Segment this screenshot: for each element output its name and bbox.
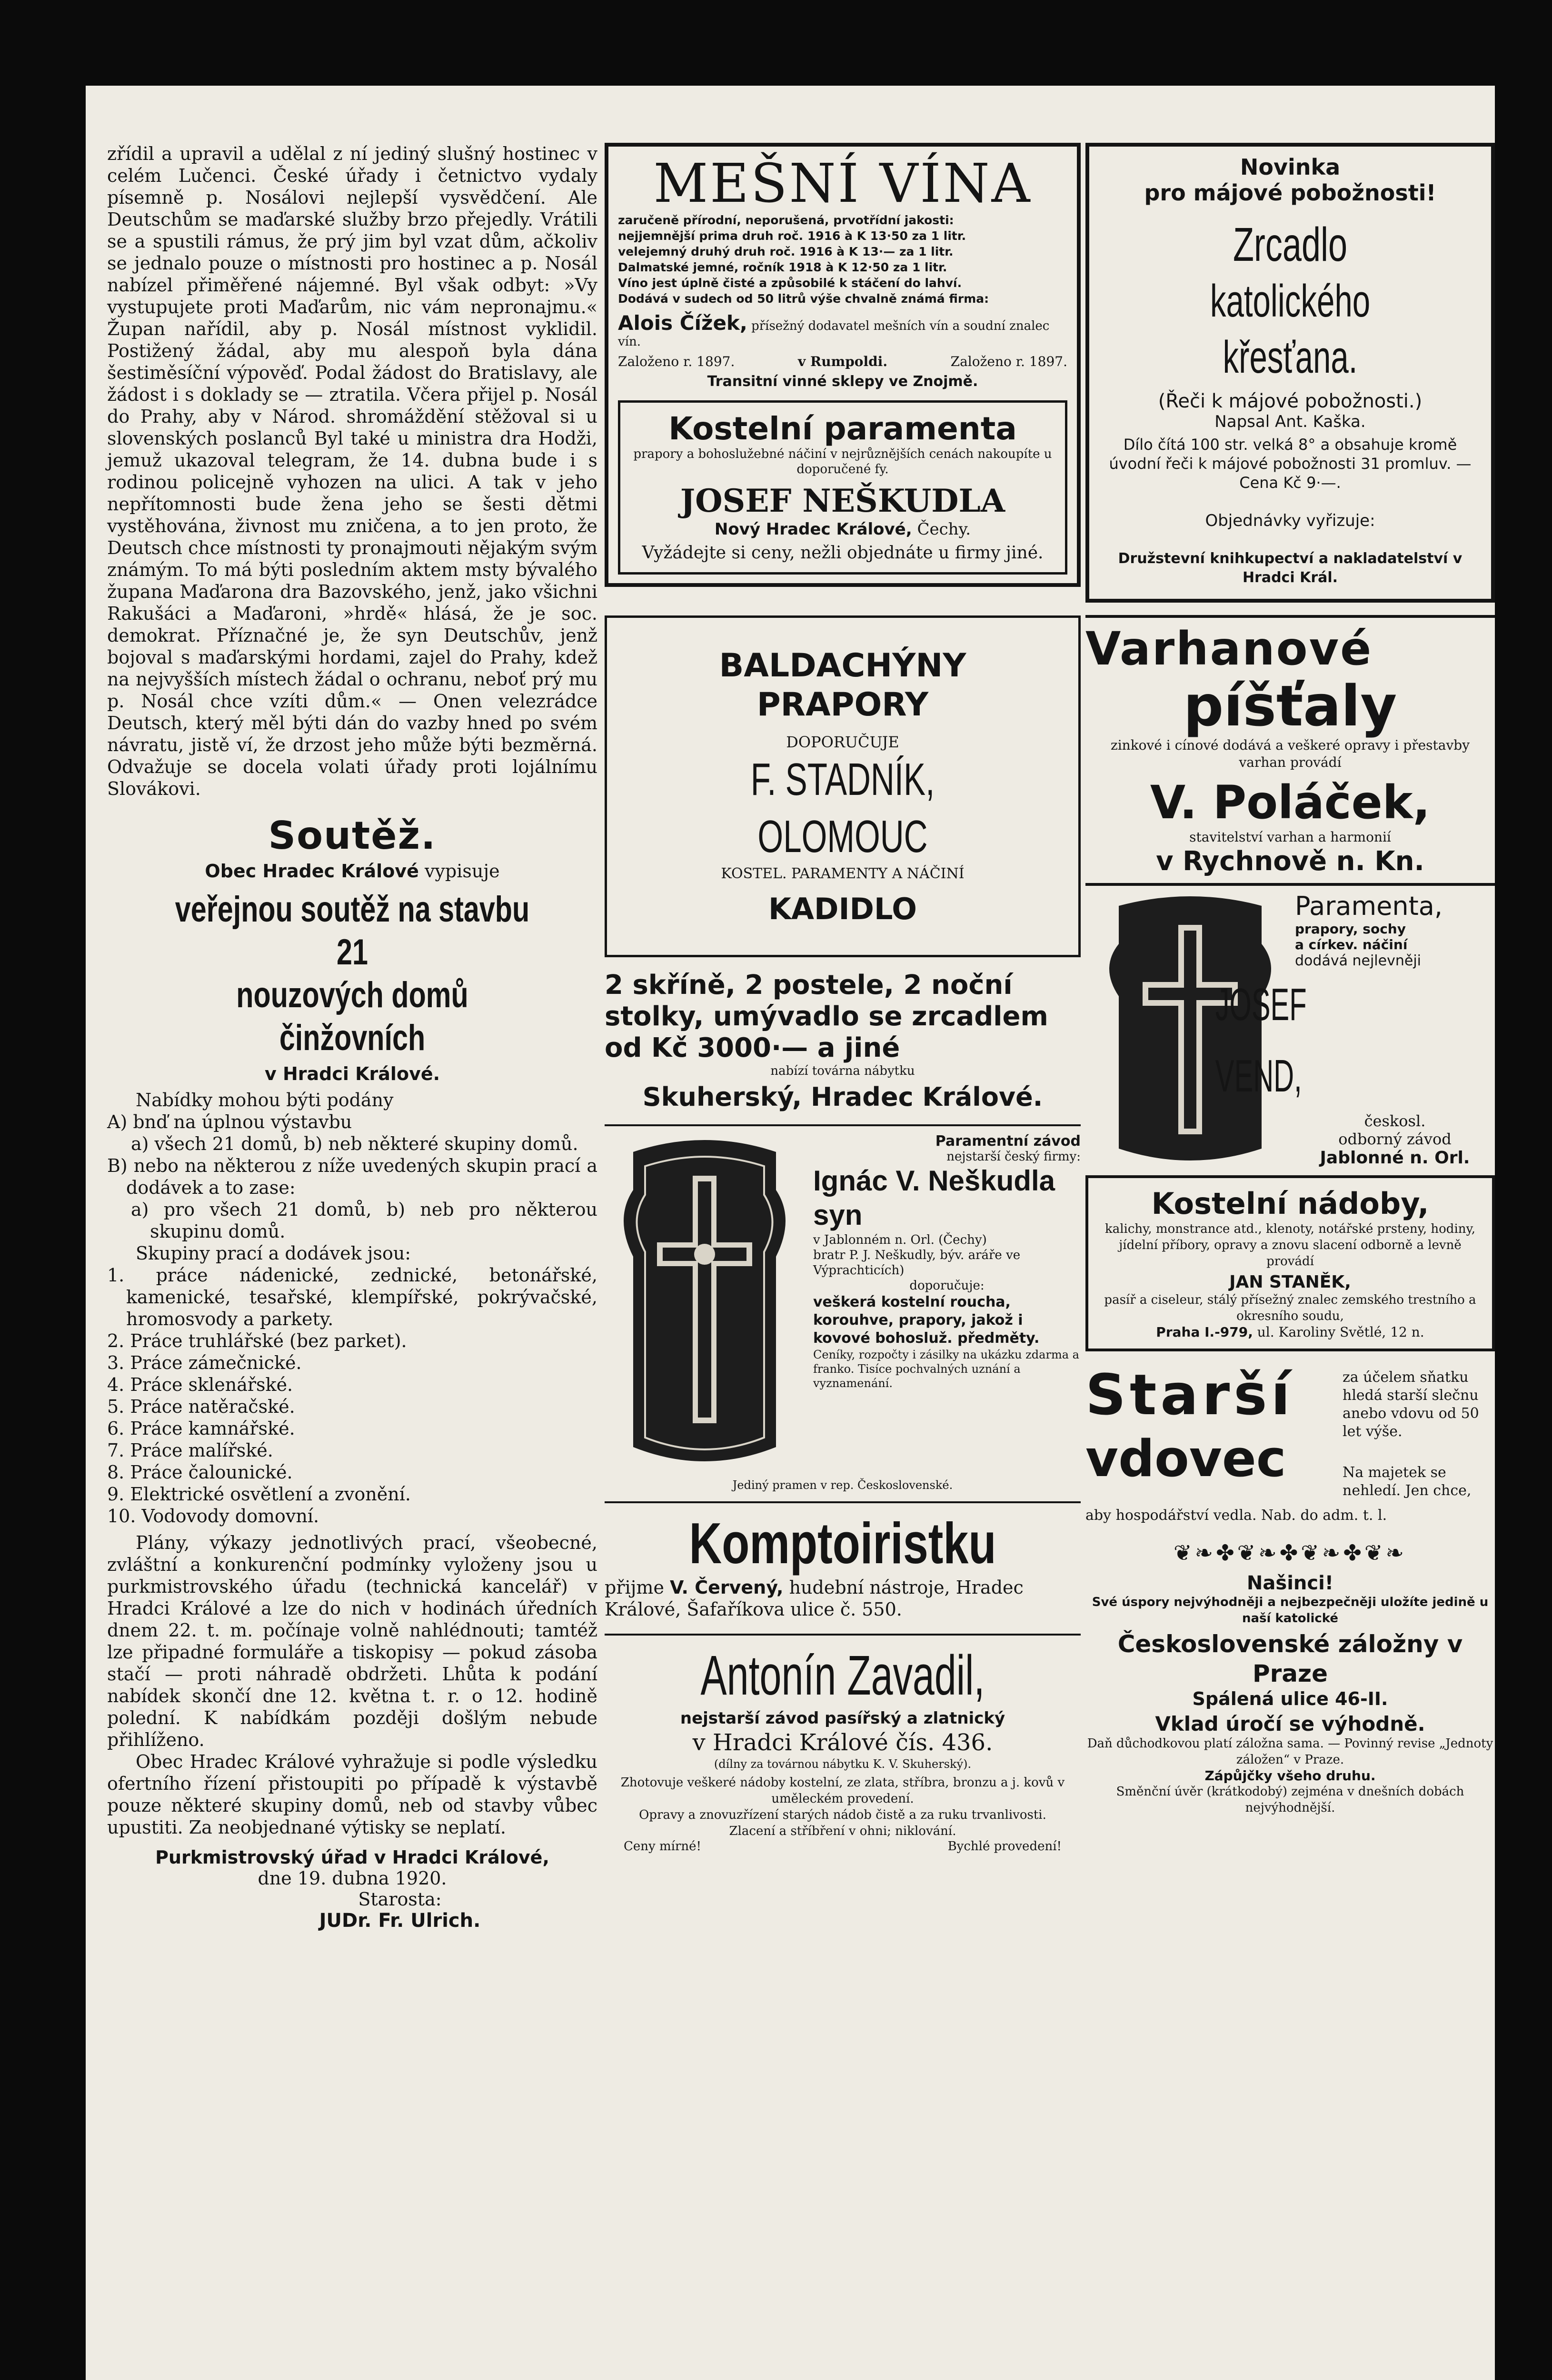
ad-paramenta <box>618 400 1067 575</box>
baldachyny-firm: F. STADNÍK, OLOMOUC <box>750 754 935 862</box>
wine-line: nejjemnější prima druh roč. 1916 à K 13·50 za 1 litr. <box>618 229 966 243</box>
zavadil-service-1: Zhotovuje veškeré nádoby kostelní, ze zlata, stříbra, bronzu a j. kovů v uměleckém provedení. <box>620 1775 1065 1806</box>
stanek-address-rest: ul. Karoliny Světlé, 12 n. <box>1257 1324 1424 1340</box>
bank-address: Spálená ulice 46-II. <box>1192 1688 1388 1709</box>
paramenta-city-bold: Nový Hradec Králové, <box>714 520 912 539</box>
chasuble-icon <box>605 1133 805 1476</box>
wine-founded-right: Založeno r. 1897. <box>950 354 1067 369</box>
zrcadlo-publisher: Družstevní knihkupectví a nakladatelství v Hradci Král. <box>1118 550 1462 586</box>
varhanove-title1: Varhanové <box>1085 622 1373 675</box>
vend-trade2: odborný závod <box>1338 1130 1452 1148</box>
wine-line: velejemný druhý druh roč. 1916 à K 13·— za 1 litr. <box>618 245 954 258</box>
varhanove-place: v Rychnově n. Kn. <box>1156 846 1424 877</box>
vend-title: Paramenta, <box>1295 891 1443 921</box>
paramenta-title: Kostelní paramenta <box>668 410 1017 447</box>
wine-dealer-rest: přísežný dodavatel mešních vín a soudní znalec vín. <box>618 319 1050 349</box>
soutez-offers-intro: Nabídky mohou býti podány <box>136 1090 394 1111</box>
furniture-firm: Skuherský, Hradec Králové. <box>642 1082 1043 1112</box>
wine-line: zaručeně přírodní, neporušená, prvotřídní jakosti: <box>618 213 954 227</box>
list-item: 9. Elektrické osvětlení a zvonění. <box>107 1484 411 1505</box>
varhanove-trade: stavitelství varhan a harmonií <box>1189 829 1391 845</box>
wine-dealer-name: Alois Čížek, <box>618 311 747 335</box>
neskudla-footer: Jediný pramen v rep. Československé. <box>732 1478 953 1492</box>
varhanove-title2: píšťaly <box>1183 673 1397 739</box>
soutez-signature-name: JUDr. Fr. Ulrich. <box>319 1910 481 1932</box>
soutez-intro-town: Obec Hradec Králové <box>205 861 419 882</box>
neskudla-location: v Jablonném n. Orl. (Čechy) <box>813 1233 987 1247</box>
wine-line: Víno jest úplně čisté a způsobilé k stáčení do lahví. <box>618 276 962 290</box>
soutez-option-b-sub: a) pro všech 21 domů, b) neb pro některou skupinu domů. <box>131 1199 597 1242</box>
soutez-signature-office: Purkmistrovský úřad v Hradci Králové, <box>155 1847 549 1868</box>
bank-text: Své úspory nejvýhodněji a nejbezpečněji uložíte jedině u naší katolické <box>1092 1595 1489 1626</box>
chasuble-illustration <box>605 1133 805 1476</box>
starsi-text2: Na majetek se nehledí. Jen chce, <box>1343 1464 1472 1499</box>
ad-wine <box>605 143 1081 587</box>
baldachyny-title2: PRAPORY <box>756 686 929 724</box>
list-item: 7. Práce malířské. <box>107 1440 273 1461</box>
wine-town: v Rumpoldi. <box>797 354 888 369</box>
soutez-intro-rest: vypisuje <box>424 861 500 882</box>
soutez-option-a-sub: a) všech 21 domů, b) neb některé skupiny domů. <box>131 1133 578 1154</box>
zrcadlo-descr: (Řeči k májové pobožnosti.) <box>1158 390 1423 412</box>
bank-loans: Zápůjčky všeho druhu. <box>1204 1768 1376 1784</box>
ad-komptoiristku <box>605 1501 1081 1620</box>
zavadil-prices <box>605 1839 1081 1854</box>
list-item: 8. Práce čalounické. <box>107 1462 293 1483</box>
soutez-groups-intro: Skupiny prací a dodávek jsou: <box>136 1243 411 1264</box>
wine-line: Dodává v sudech od 50 litrů výše chvalně známá firma: <box>618 292 989 306</box>
paramenta-firm: JOSEF NEŠKUDLA <box>680 482 1005 519</box>
wine-cellars: Transitní vinné sklepy ve Znojmě. <box>707 373 978 390</box>
soutez-option-a: A) bnď na úplnou výstavbu <box>107 1111 352 1132</box>
zavadil-name: Antonín Zavadil, <box>700 1644 985 1707</box>
list-item: 4. Práce sklenářské. <box>107 1374 293 1395</box>
starsi-word2: vdovec <box>1085 1429 1286 1488</box>
paramenta-desc: prapory a bohoslužebné náčiní v nejrůznějších cenách nakoupíte u doporučené fy. <box>633 447 1052 476</box>
zavadil-service-3: Zlacení a stříbření v ohni; niklování. <box>729 1824 956 1838</box>
zrcadlo-subtitle: pro májové pobožnosti! <box>1144 180 1436 206</box>
vend-sub1: prapory, sochy <box>1295 921 1406 937</box>
zavadil-address: v Hradci Králové čís. 436. <box>692 1729 993 1756</box>
wine-title: MEŠNÍ VÍNA <box>653 153 1032 215</box>
zavadil-prices-right: Bychlé provedení! <box>947 1839 1062 1854</box>
wine-line: Dalmatské jemné, ročník 1918 à K 12·50 za 1 litr. <box>618 260 947 274</box>
zrcadlo-orders: Objednávky vyřizuje: <box>1205 511 1375 530</box>
column-right <box>1085 143 1495 1816</box>
starsi-text3: aby hospodářství vedla. Nab. do adm. t. l. <box>1085 1507 1387 1524</box>
komptoiristku-firm: V. Červený, <box>670 1577 784 1598</box>
ad-neskudla <box>605 1124 1081 1492</box>
vend-sub3: dodává nejlevněji <box>1295 952 1421 969</box>
ad-furniture <box>605 970 1081 1112</box>
zavadil-note: (dílny za továrnou nábytku K. V. Skuherský). <box>714 1757 972 1771</box>
ad-stanek <box>1085 1175 1495 1351</box>
soutez-signature-role: Starosta: <box>358 1889 442 1910</box>
ad-varhanove <box>1085 615 1495 878</box>
column-left <box>107 143 597 1932</box>
neskudla-sub: nejstarší český firmy: <box>946 1150 1081 1164</box>
wine-founded-left: Založeno r. 1897. <box>618 354 735 369</box>
zrcadlo-title1: Zrcadlo <box>1233 218 1348 271</box>
stanek-desc: kalichy, monstrance atd., klenoty, notářské prsteny, hodiny, jídelní příbory, opravy a znovu slacení odborně a levně provádí <box>1104 1222 1476 1269</box>
ornament-divider: ❦❧✤❦❧✤❦❧✤❦❧ <box>1174 1540 1407 1566</box>
list-item: 5. Práce natěračské. <box>107 1396 295 1417</box>
ad-zrcadlo <box>1085 143 1495 603</box>
zrcadlo-novinka: Novinka <box>1240 154 1341 180</box>
list-item: 6. Práce kamnářské. <box>107 1418 295 1439</box>
starsi-text1: za účelem sňatku hledá starší slečnu anebo vdovu od 50 let výše. <box>1343 1369 1479 1440</box>
zrcadlo-author: Napsal Ant. Kaška. <box>1214 412 1366 431</box>
baldachyny-recommend: DOPORUČUJE <box>786 733 899 751</box>
bank-details: Daň důchodkovou platí záložna sama. — Povinný revise „Jednoty záložen“ v Praze. <box>1087 1736 1493 1767</box>
list-item: 10. Vodovody domovní. <box>107 1506 319 1527</box>
komptoiristku-title: Komptoiristku <box>689 1511 996 1576</box>
soutez-intro <box>107 861 597 882</box>
ad-vend <box>1085 883 1495 1168</box>
vend-trade1: českosl. <box>1364 1112 1426 1130</box>
stanek-trade: pasíř a ciseleur, stálý přísežný znalec zemského trestního a okresního soudu, <box>1104 1293 1476 1323</box>
wine-founded-row <box>618 354 1067 369</box>
wine-dealer <box>618 311 1067 349</box>
zavadil-service-2: Opravy a znovuzřízení starých nádob čistě a za ruku trvanlivosti. <box>639 1808 1046 1822</box>
neskudla-firm: Ignác V. Neškudla syn <box>813 1165 1055 1231</box>
stanek-name: JAN STANĚK, <box>1229 1272 1351 1292</box>
baldachyny-desc: KOSTEL. PARAMENTY A NÁČINÍ <box>721 865 965 882</box>
list-item: 3. Práce zámečnické. <box>107 1352 302 1373</box>
komptoiristku-rest: hudební nástroje, Hradec Králové, Šafaříkova ulice č. 550. <box>605 1577 1024 1620</box>
baldachyny-title1: BALDACHÝNY <box>719 647 966 684</box>
list-item: 1. práce nádenické, zednické, betonářské, kamenické, tesařské, klempířské, pokrývačské, hromosvody a parkety. <box>107 1265 597 1329</box>
ad-bank <box>1085 1572 1495 1816</box>
bank-offer: Vklad úročí se výhodně. <box>1155 1712 1425 1735</box>
vend-place: Jablonné n. Orl. <box>1320 1148 1470 1168</box>
bank-heading: Našinci! <box>1246 1572 1334 1594</box>
neskudla-recommend: doporučuje: <box>909 1279 985 1293</box>
ad-zavadil <box>605 1642 1081 1854</box>
vend-sub2: a církev. náčiní <box>1295 937 1408 952</box>
stanek-title: Kostelní nádoby, <box>1151 1186 1429 1221</box>
varhanove-name: V. Poláček, <box>1150 776 1431 829</box>
soutez-heading: Soutěž. <box>268 813 437 858</box>
divider <box>605 1634 1081 1636</box>
soutez-title-line1: veřejnou soutěž na stavbu 21 <box>175 889 530 972</box>
stanek-address <box>1098 1324 1482 1340</box>
wine-lines <box>618 212 1067 307</box>
zrcadlo-details: Dílo čítá 100 str. velká 8° a obsahuje kromě úvodní řeči k májové pobožnosti 31 promluv. — Cena Kč 9·—. <box>1109 436 1472 492</box>
soutez-groups-list <box>107 1264 597 1527</box>
paramenta-city <box>630 520 1055 539</box>
vend-name: JOSEF VEND, <box>1215 979 1307 1101</box>
starsi-word1: Starší <box>1085 1362 1294 1428</box>
baldachyny-extra: KADIDLO <box>768 892 917 926</box>
zavadil-desc: nejstarší závod pasířský a zlatnický <box>680 1709 1005 1728</box>
soutez-signature-date: dne 19. dubna 1920. <box>258 1868 447 1889</box>
bank-name: Československé záložny v Praze <box>1117 1630 1463 1687</box>
zrcadlo-title2: katolického křesťana. <box>1210 276 1371 383</box>
soutez-paragraph-2: Obec Hradec Králové vyhražuje si podle výsledku ofertního řízení přistoupiti po případě k výstavbě pouze některé skupiny domů, neb od stavby vůbec upustiti. Za neobjednané výtisky se neplatí. <box>107 1751 597 1838</box>
neskudla-heading: Paramentní závod <box>935 1133 1081 1150</box>
komptoiristku-text <box>605 1577 1081 1620</box>
soutez-option-b: B) nebo na některou z níže uvedených skupin prací a dodávek a to zase: <box>107 1155 597 1198</box>
soutez-title-line2: nouzových domů činžovních <box>236 975 468 1058</box>
ad-baldachyny <box>605 615 1081 957</box>
list-item: 2. Práce truhlářské (bez parket). <box>107 1330 407 1351</box>
furniture-sub: nabízí továrna nábytku <box>770 1064 915 1078</box>
neskudla-catalog: Ceníky, rozpočty i zásilky na ukázku zdarma a franko. Tisíce pochvalných uznání a vyznamenání. <box>813 1348 1079 1390</box>
soutez-place: v Hradci Králové. <box>264 1063 440 1084</box>
article-text: zřídil a upravil a udělal z ní jediný slušný hostinec v celém Lučenci. České úřady i četnictvo vydaly písemně p. Nosálovi nejlepší vysvědčení. Ale Deutschům se maďarské služby brzo přejedly. Vrátili se a spustili rámus, že prý jim byl vzat dům, ačkoliv se jednalo pouze o místnosti pro hostinec a p. Nosál nabízel přiměřené nájemné. Byl však odbyt: »Vy vystupujete proti Maďarům, nic vám nepronajmu.« Župan nařídil, aby p. Nosál místnost vyklidil. Postižený žádal, aby mu alespoň byla dána šestiměsíční výpověď. Podal žádost do Bratislavy, ale žádost i s doklady se — ztratila. Včera přijel p. Nosál do Prahy, aby v Národ. shromáždění stěžoval si u slovenských poslanců Byl také u ministra dra Hodži, jemuž ukazoval telegram, že 14. dubna bude i s rodinou policejně vyhozen na ulici. A tak v jeho nepřítomnosti bude žena jeho se šesti dětmi vystěhována, živnost mu zničena, a to jen proto, že Deutsch chce místnosti ty pronajmouti nějakým svým známým. To má býti posledním aktem msty bývalého župana Maďarona dra Bazovského, jenž, jako všichni Rakušáci a Maďaroni, »hrdě« hlásá, že je soc. demokrat. Příznačné je, že syn Deutschův, jenž bojoval s maďarskými hordami, zajel do Prahy, kdež na nejvyšších místech žádal o ochranu, neboť prý mu p. Nosál chce vzíti dům.« — Onen velezrádce Deutsch, který měl býti dán do vazby hned po svém návratu, jistě ví, že drzost jeho může býti bezměrná. Odvažuje se docela volati úřady proti lojálnímu Slovákovi. <box>107 143 597 799</box>
komptoiristku-prefix: přijme <box>605 1577 664 1598</box>
stanek-address-bold: Praha I.-979, <box>1156 1324 1253 1340</box>
paramenta-note: Vyžádejte si ceny, nežli objednáte u firmy jiné. <box>642 543 1044 563</box>
paramenta-city-rest: Čechy. <box>917 520 971 539</box>
zavadil-prices-left: Ceny mírné! <box>624 1839 701 1854</box>
varhanove-desc: zinkové i cínové dodává a veškeré opravy i přestavby varhan provádí <box>1110 737 1470 770</box>
furniture-headline: 2 skříně, 2 postele, 2 noční stolky, umývadlo se zrcadlem od Kč 3000·— a jiné <box>605 970 1048 1063</box>
bank-hours: Směnční úvěr (krátkodobý) zejména v dnešních dobách nejvýhodnější. <box>1116 1785 1464 1815</box>
neskudla-products: veškerá kostelní roucha, korouhve, prapory, jakož i kovové bohosluž. předměty. <box>813 1294 1040 1347</box>
soutez-paragraph-1: Plány, výkazy jednotlivých prací, všeobecné, zvláštní a konkurenční podmínky vyloženy jsou u purkmistrovského úřadu (technická kancelář) v Hradci Králové a lze do nich v hodinách úředních dnem 22. t. m. počínaje volně nahlédnouti; tamtéž lze připadné formuláře a tiskopisy — pokud zásoba stačí — proti náhradě obdržeti. Lhůta k podání nabídek skončí dne 12. května t. r. o 12. hodině polední. K nabídkám později došlým nebude přihlíženo. <box>107 1532 597 1750</box>
newspaper-page <box>86 86 1495 2380</box>
neskudla-bratr: bratr P. J. Neškudly, býv. aráře ve Výprachticích) <box>813 1248 1021 1278</box>
ad-starsi-vdovec <box>1085 1364 1495 1540</box>
column-middle <box>605 143 1081 1854</box>
